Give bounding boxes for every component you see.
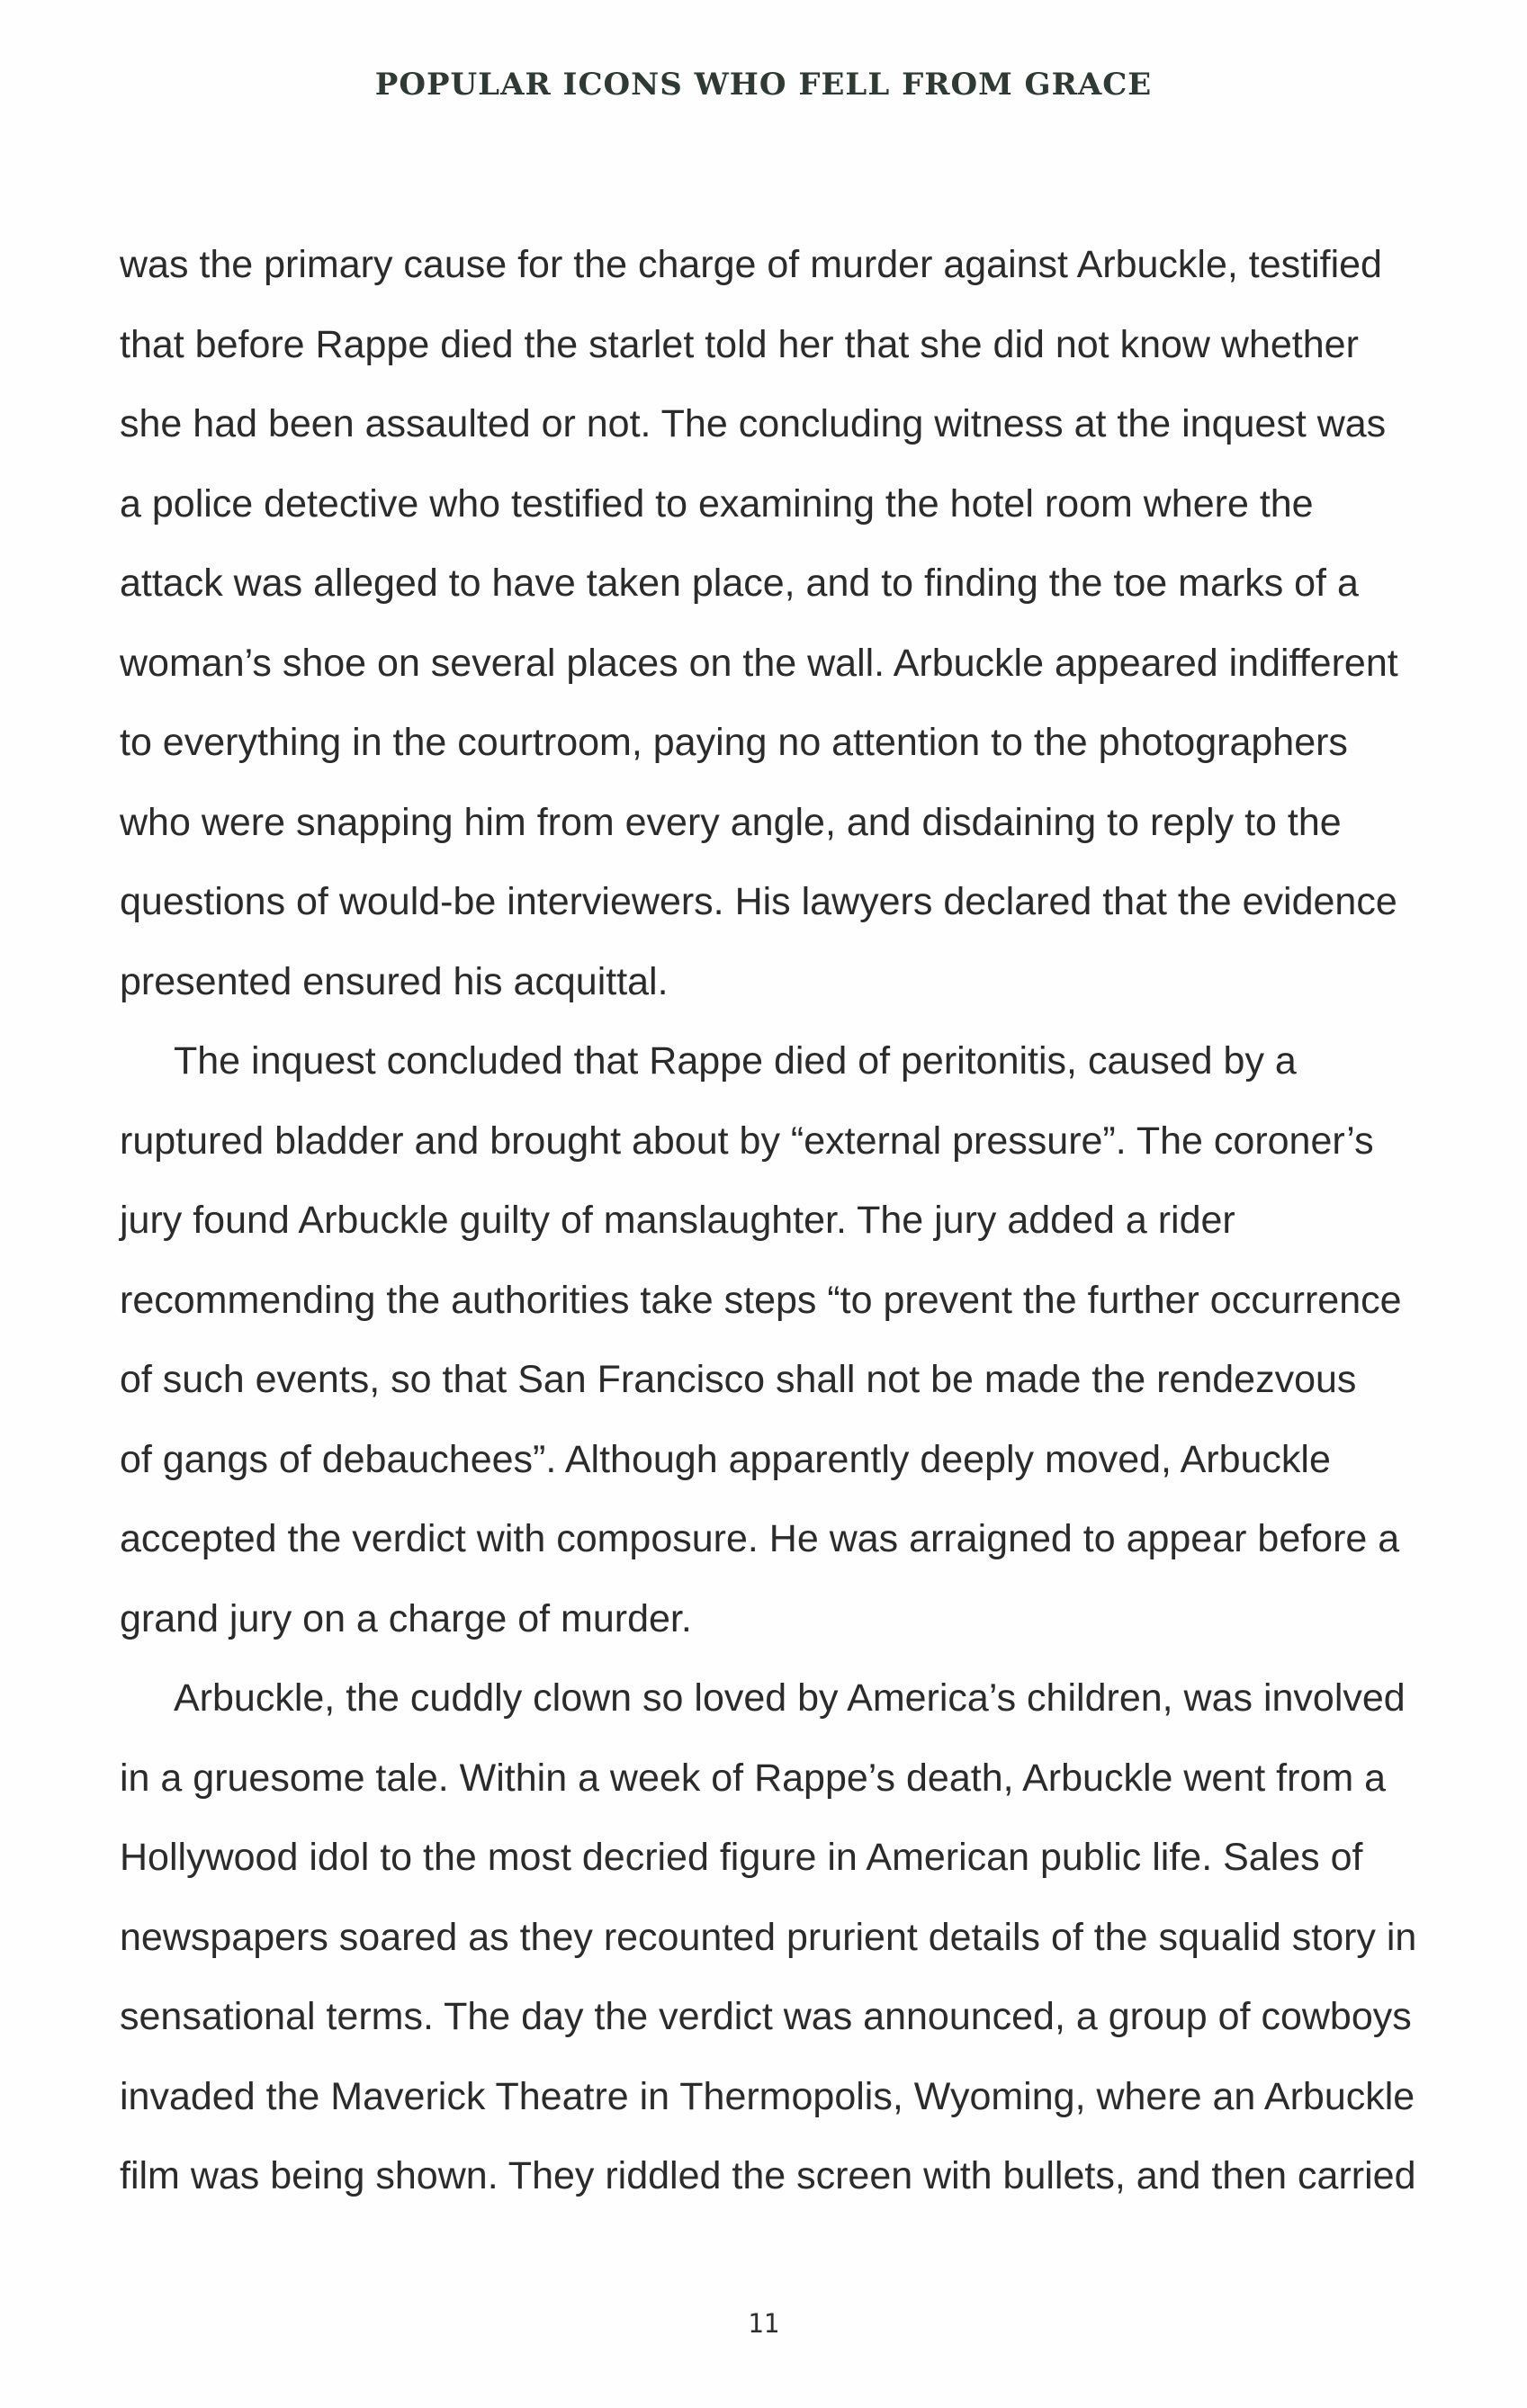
text-line: sensational terms. The day the verdict was announced, a group of cowboys	[120, 1995, 1412, 2038]
text-line: questions of would-be interviewers. His lawyers declared that the evidence	[120, 880, 1397, 923]
text-line: recommending the authorities take steps “to prevent the further occurrence	[120, 1278, 1402, 1322]
text-line: who were snapping him from every angle, and disdaining to reply to the	[120, 800, 1342, 844]
body-text	[120, 225, 1442, 2216]
text-line: invaded the Maverick Theatre in Thermopolis, Wyoming, where an Arbuckle	[120, 2074, 1415, 2118]
text-line: ruptured bladder and brought about by “external pressure”. The coroner’s	[120, 1119, 1374, 1163]
text-line: presented ensured his acquittal.	[120, 959, 669, 1003]
text-line: was the primary cause for the charge of murder against Arbuckle, testified	[120, 243, 1382, 286]
paragraph-start-line: The inquest concluded that Rappe died of peritonitis, caused by a	[174, 1039, 1297, 1083]
text-line: newspapers soared as they recounted prurient details of the squalid story in	[120, 1915, 1417, 1959]
text-line: to everything in the courtroom, paying no attention to the photographers	[120, 721, 1348, 764]
text-line: a police detective who testified to examining the hotel room where the	[120, 481, 1314, 526]
text-line: attack was alleged to have taken place, and to finding the toe marks of a	[120, 562, 1359, 605]
text-line: in a gruesome tale. Within a week of Rappe’s death, Arbuckle went from a	[120, 1756, 1387, 1800]
running-header: POPULAR ICONS WHO FELL FROM GRACE	[374, 67, 1153, 103]
text-line: woman’s shoe on several places on the wall. Arbuckle appeared indifferent	[120, 641, 1398, 685]
text-line: grand jury on a charge of murder.	[120, 1596, 692, 1640]
text-line: jury found Arbuckle guilty of manslaughter. The jury added a rider	[120, 1199, 1235, 1242]
text-line: that before Rappe died the starlet told her that she did not know whether	[120, 322, 1359, 366]
text-line: of gangs of debauchees”. Although apparently deeply moved, Arbuckle	[120, 1437, 1331, 1481]
text-line: she had been assaulted or not. The concluding witness at the inquest was	[120, 402, 1387, 445]
page-number: 11	[748, 2308, 779, 2339]
text-line: of such events, so that San Francisco shall not be made the rendezvous	[120, 1358, 1357, 1401]
text-line: accepted the verdict with composure. He was arraigned to appear before a	[120, 1517, 1400, 1560]
text-line: film was being shown. They riddled the screen with bullets, and then carried	[120, 2154, 1416, 2197]
text-line: Hollywood idol to the most decried figure in American public life. Sales of	[120, 1836, 1363, 1879]
paragraph-start-line: Arbuckle, the cuddly clown so loved by America’s children, was involved	[174, 1676, 1406, 1720]
